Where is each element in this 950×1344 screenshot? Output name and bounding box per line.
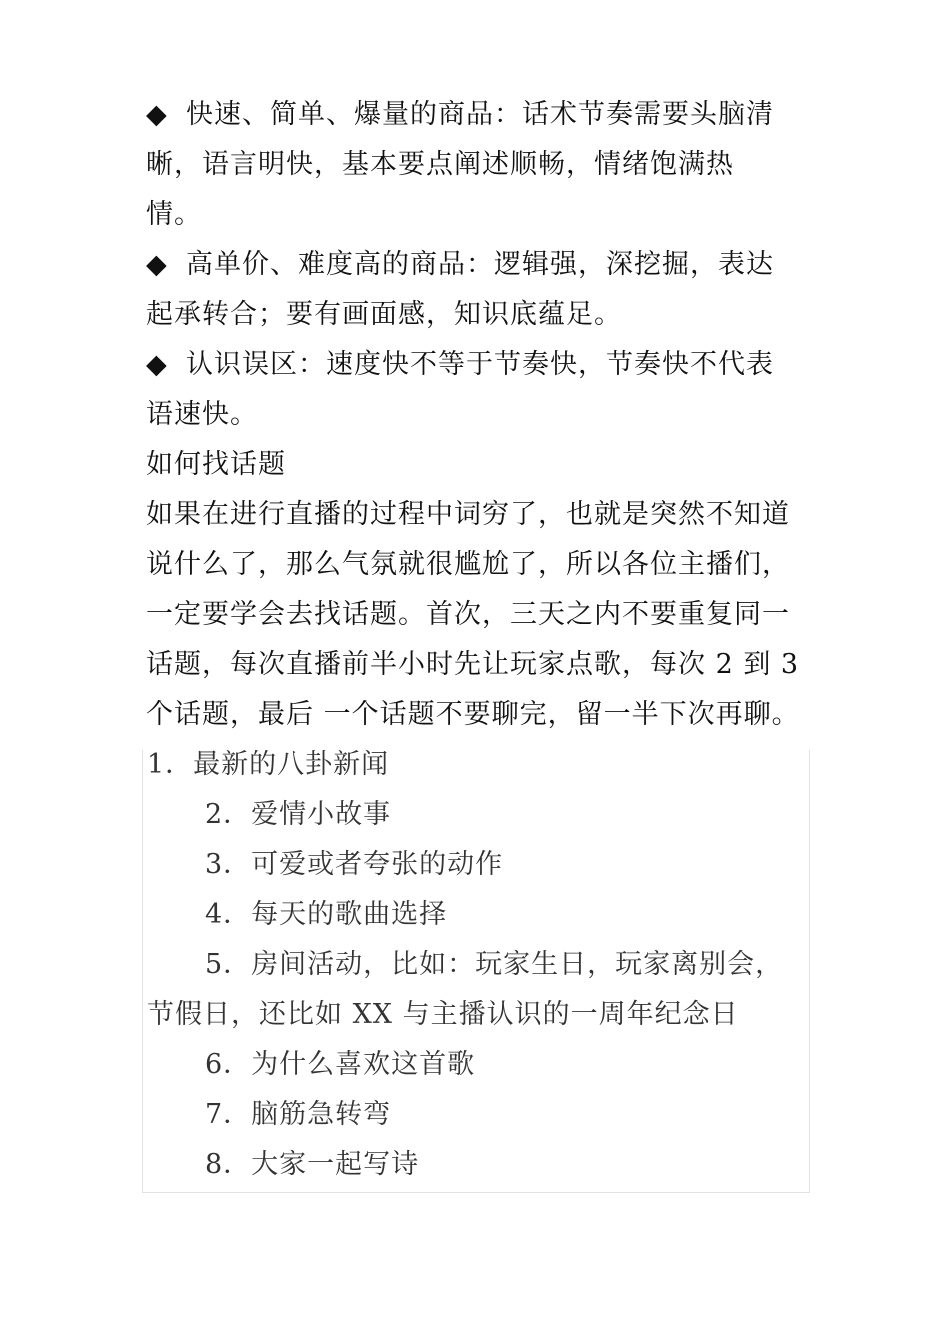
bullet-line xyxy=(146,340,810,390)
list-item: 1．最新的八卦新闻 xyxy=(147,749,390,780)
diamond-bullet-icon: ◆ xyxy=(146,99,168,130)
bullet-line xyxy=(146,90,810,140)
diamond-bullet-icon: ◆ xyxy=(146,349,168,380)
list-item: 2．爱情小故事 xyxy=(205,799,392,830)
paragraph-line: 如果在进行直播的过程中词穷了，也就是突然不知道 xyxy=(146,499,790,530)
list-item-continuation: 节假日，还比如 XX 与主播认识的一周年纪念日 xyxy=(147,999,739,1030)
section-heading: 如何找话题 xyxy=(146,449,286,480)
section-heading-wrap xyxy=(146,440,810,490)
bullet-text: 语速快。 xyxy=(146,399,258,430)
diamond-bullet-icon: ◆ xyxy=(146,249,168,280)
list-item: 3．可爱或者夸张的动作 xyxy=(205,849,504,880)
paragraph-line: 一定要学会去找话题。首次，三天之内不要重复同一 xyxy=(146,599,790,630)
list-item: 7．脑筋急转弯 xyxy=(205,1099,392,1130)
bullet-text: 晰，语言明快，基本要点阐述顺畅，情绪饱满热 xyxy=(146,149,734,180)
bullet-text: 起承转合；要有画面感，知识底蕴足。 xyxy=(146,299,622,330)
paragraph xyxy=(146,490,810,740)
bullet-text: 情。 xyxy=(146,199,202,230)
list-item: 6．为什么喜欢这首歌 xyxy=(205,1049,476,1080)
bullet-text: 快速、简单、爆量的商品：话术节奏需要头脑清 xyxy=(186,99,774,130)
bullet-text: 认识误区：速度快不等于节奏快，节奏快不代表 xyxy=(186,349,774,380)
bullet-line xyxy=(146,240,810,290)
paragraph-line: 说什么了，那么气氛就很尴尬了，所以各位主播们， xyxy=(146,549,790,580)
paragraph-line: 话题，每次直播前半小时先让玩家点歌，每次 2 到 3 xyxy=(146,649,800,680)
list-item: 8．大家一起写诗 xyxy=(205,1149,420,1180)
bullet-text: 高单价、难度高的商品：逻辑强，深挖掘，表达 xyxy=(186,249,774,280)
paragraph-line: 个话题，最后 一个话题不要聊完，留一半下次再聊。 xyxy=(146,699,800,730)
list-item: 4．每天的歌曲选择 xyxy=(205,899,448,930)
bullet-section xyxy=(146,90,810,440)
topic-list-box xyxy=(142,750,810,1193)
list-item: 5．房间活动，比如：玩家生日，玩家离别会， xyxy=(205,949,784,980)
